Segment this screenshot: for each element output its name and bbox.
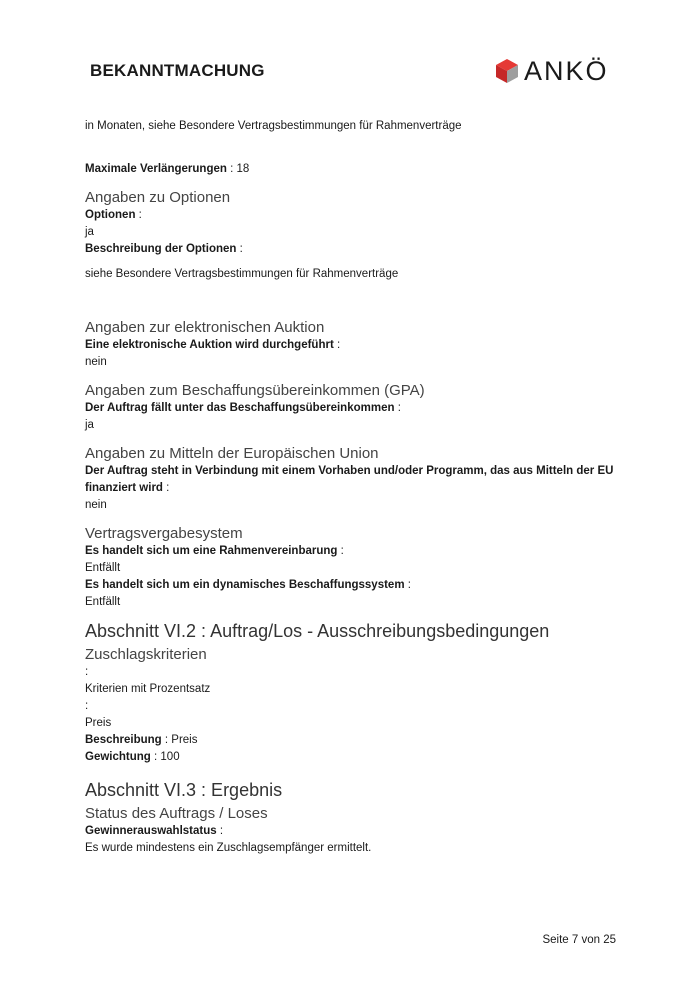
description-field: Beschreibung : Preis [85,734,198,746]
anko-cube-icon [494,57,520,85]
section-heading: Angaben zum Beschaffungsübereinkommen (GPA) [85,382,425,399]
field-label: Der Auftrag steht in Verbindung mit einem Vorhaben und/oder Programm, das aus Mitteln der EU [85,465,614,477]
section-heading-vi3: Abschnitt VI.3 : Ergebnis [85,780,283,800]
colon-line: : [85,666,89,678]
field-label: Optionen : [85,209,142,221]
anko-logo [494,57,609,85]
page-number: Seite 7 von 25 [542,934,616,946]
field-label: Eine elektronische Auktion wird durchgeführt : [85,339,341,351]
field-label: Der Auftrag fällt unter das Beschaffungsübereinkommen : [85,402,401,414]
field-value: siehe Besondere Vertragsbestimmungen für Rahmenverträge [85,268,399,280]
field-value: Preis [85,717,112,729]
field-label: Gewinnerauswahlstatus : [85,825,224,837]
field-value: Kriterien mit Prozentsatz [85,683,211,695]
field-value: Entfällt [85,596,121,608]
field-value: Es wurde mindestens ein Zuschlagsempfänger ermittelt. [85,842,372,854]
weight-field: Gewichtung : 100 [85,751,180,763]
section-heading: Angaben zur elektronischen Auktion [85,319,325,336]
subsection-heading: Status des Auftrags / Loses [85,805,268,822]
colon-line: : [85,700,89,712]
section-heading-vi2: Abschnitt VI.2 : Auftrag/Los - Ausschreibungsbedingungen [85,621,550,641]
field-value: nein [85,499,107,511]
field-label: Es handelt sich um eine Rahmenvereinbarung : [85,545,344,557]
field-label: Beschreibung der Optionen : [85,243,243,255]
max-extensions: Maximale Verlängerungen : 18 [85,163,250,175]
field-value: ja [85,419,94,431]
field-label: Es handelt sich um ein dynamisches Beschaffungssystem : [85,579,411,591]
section-heading: Angaben zu Mitteln der Europäischen Union [85,445,379,462]
subsection-heading: Zuschlagskriterien [85,646,207,663]
section-heading: Vertragsvergabesystem [85,525,243,542]
page-title: BEKANNTMACHUNG [90,61,265,80]
section-heading: Angaben zu Optionen [85,189,231,206]
text-line: in Monaten, siehe Besondere Vertragsbestimmungen für Rahmenverträge [85,120,462,132]
document-content [85,118,625,857]
field-label: finanziert wird : [85,482,170,494]
field-value: ja [85,226,94,238]
field-value: nein [85,356,107,368]
logo-text: ANKÖ [524,55,609,86]
field-value: Entfällt [85,562,121,574]
